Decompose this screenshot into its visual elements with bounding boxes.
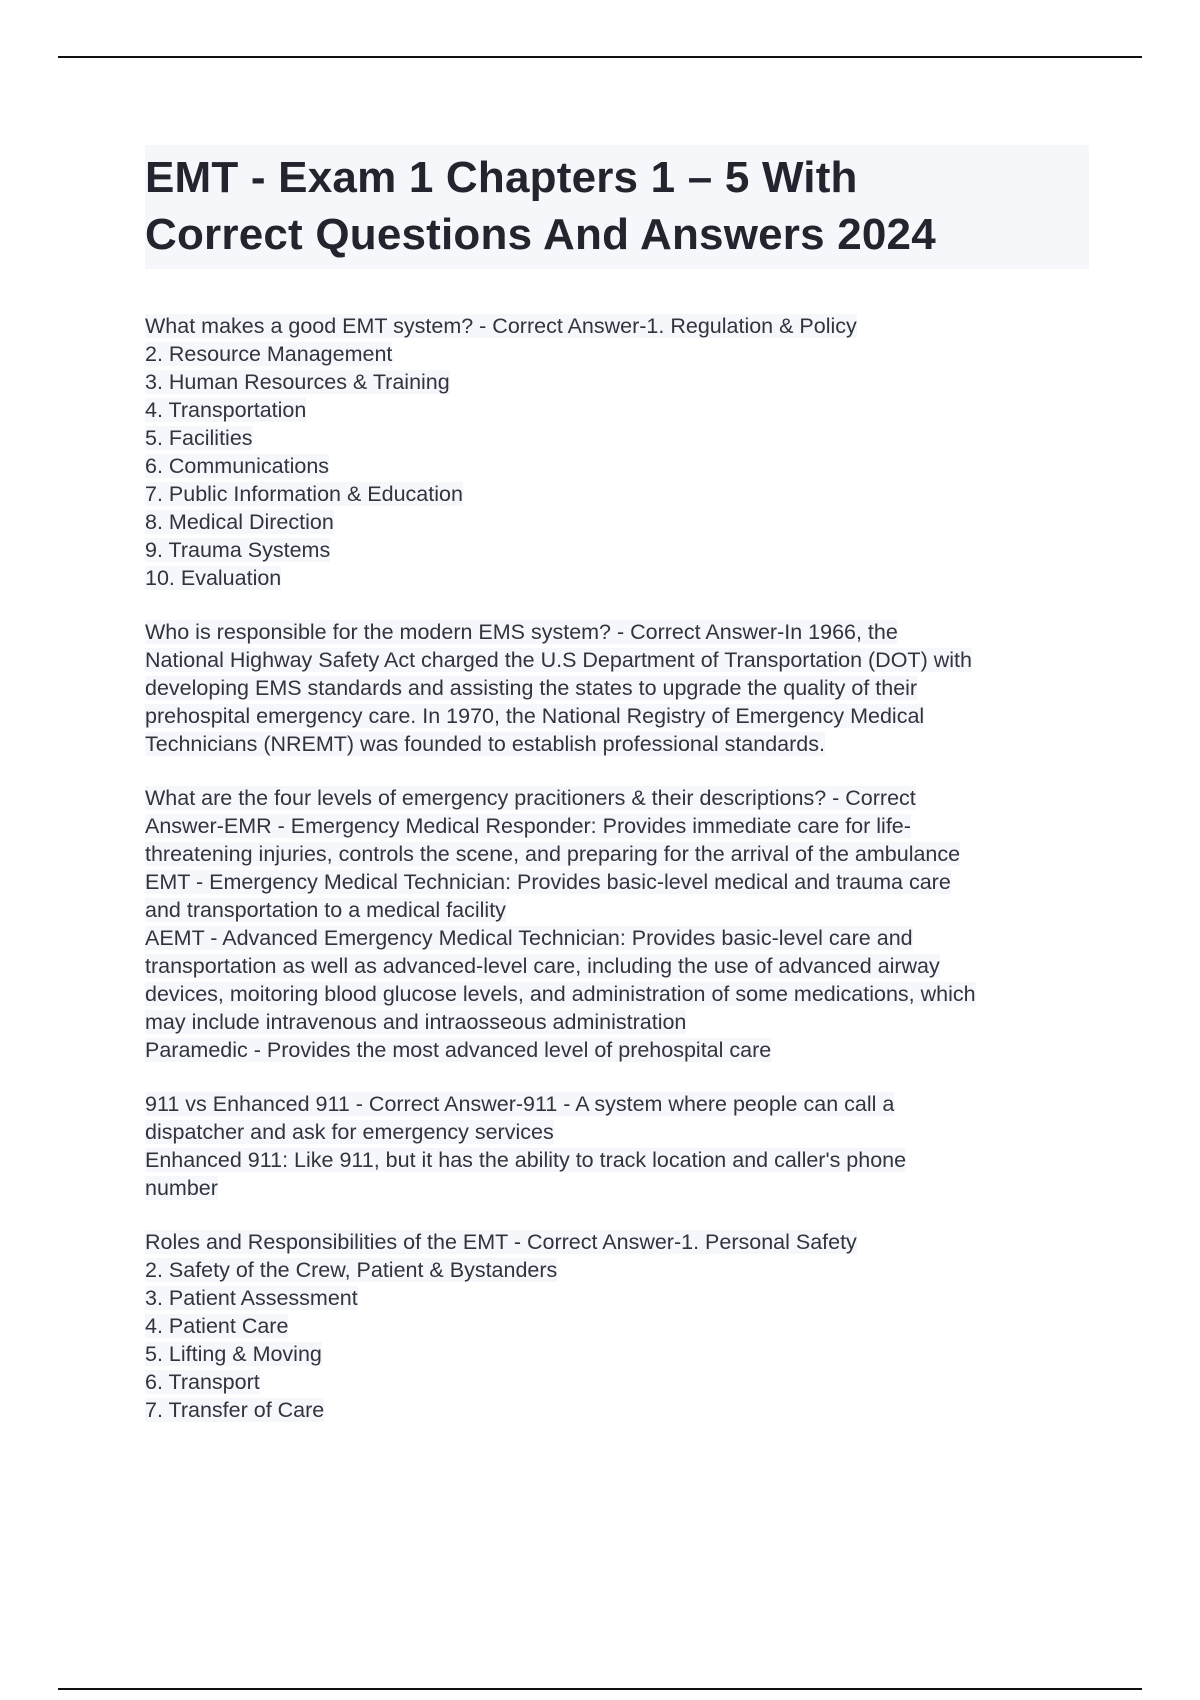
qa-line: 5. Lifting & Moving [145,1342,322,1366]
qa-line: AEMT - Advanced Emergency Medical Technician: Provides basic-level care and [145,926,913,950]
qa-line: 8. Medical Direction [145,510,334,534]
qa-item-good-emt-system [145,312,1095,592]
qa-line: devices, moitoring blood glucose levels, and administration of some medications, which [145,982,976,1006]
qa-line: 6. Transport [145,1370,260,1394]
qa-line: 6. Communications [145,454,330,478]
top-rule [58,56,1142,58]
qa-line: 7. Transfer of Care [145,1398,325,1422]
qa-line: What makes a good EMT system? - Correct Answer-1. Regulation & Policy [145,314,857,338]
title-line: Correct Questions And Answers 2024 [145,210,936,259]
qa-line: prehospital emergency care. In 1970, the National Registry of Emergency Medical [145,704,925,728]
qa-line: 3. Human Resources & Training [145,370,450,394]
title-line: EMT - Exam 1 Chapters 1 – 5 With [145,153,858,202]
qa-item-four-levels [145,784,1095,1064]
qa-line: Answer-EMR - Emergency Medical Responder: Provides immediate care for life- [145,814,911,838]
qa-line: 10. Evaluation [145,566,282,590]
qa-line: 7. Public Information & Education [145,482,463,506]
qa-line: EMT - Emergency Medical Technician: Provides basic-level medical and trauma care [145,870,951,894]
qa-line: 5. Facilities [145,426,253,450]
qa-item-modern-ems [145,618,1095,758]
qa-line: number [145,1176,218,1200]
qa-line: What are the four levels of emergency pracitioners & their descriptions? - Correct [145,786,916,810]
qa-item-roles-responsibilities [145,1228,1095,1424]
qa-line: 3. Patient Assessment [145,1286,358,1310]
qa-line: Who is responsible for the modern EMS system? - Correct Answer-In 1966, the [145,620,898,644]
title-block [145,145,1089,269]
qa-line: transportation as well as advanced-level care, including the use of advanced airway [145,954,940,978]
qa-item-911-vs-enhanced [145,1090,1095,1202]
qa-line: 911 vs Enhanced 911 - Correct Answer-911 - A system where people can call a [145,1092,895,1116]
qa-line: 2. Resource Management [145,342,393,366]
qa-line: 4. Transportation [145,398,307,422]
qa-line: developing EMS standards and assisting the states to upgrade the quality of their [145,676,918,700]
qa-line: 4. Patient Care [145,1314,289,1338]
qa-line: may include intravenous and intraosseous administration [145,1010,687,1034]
bottom-rule [58,1688,1142,1690]
qa-content [145,312,1095,1450]
qa-line: Technicians (NREMT) was founded to establish professional standards. [145,732,825,756]
document-title [145,149,1089,263]
qa-line: Roles and Responsibilities of the EMT - Correct Answer-1. Personal Safety [145,1230,857,1254]
qa-line: Paramedic - Provides the most advanced level of prehospital care [145,1038,772,1062]
qa-line: dispatcher and ask for emergency services [145,1120,554,1144]
qa-line: Enhanced 911: Like 911, but it has the ability to track location and caller's phone [145,1148,907,1172]
qa-line: National Highway Safety Act charged the U.S Department of Transportation (DOT) with [145,648,972,672]
qa-line: threatening injuries, controls the scene, and preparing for the arrival of the ambulance [145,842,961,866]
qa-line: and transportation to a medical facility [145,898,506,922]
qa-line: 2. Safety of the Crew, Patient & Bystanders [145,1258,558,1282]
qa-line: 9. Trauma Systems [145,538,331,562]
